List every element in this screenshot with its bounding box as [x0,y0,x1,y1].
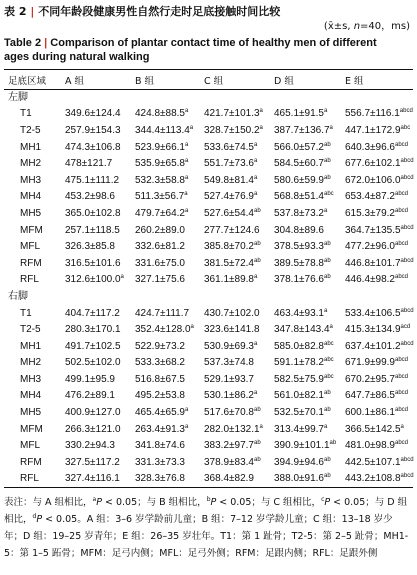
table-cell: $446.8\pm 101.7^{abcd}$ [345,257,414,269]
table-row [4,455,413,472]
table-cell: $647.7\pm 86.5^{abcd}$ [345,390,408,402]
table-cell: 280.3±170.1 [65,324,121,336]
table-footnote: 表注：与 A 组相比，$^a$P < 0.05；与 B 组相比，$^b$P < 0.05；与 C 组相比，$^c$P < 0.05；与 D 组相比，$^d$P < 0.05。A 组：3–6 岁学龄前儿童；B 组：7–12 岁学龄儿童；C 组：13–18 岁少年；D 组：19–25 岁青年；E 组：26–35 岁壮年。T1：第 1 趾骨；T2-5：第 2–5 趾骨；MH1-5：第 1–5 跖骨；MFM：足弓内侧；MFL：足弓外侧；RFM：足跟内侧；RFL：足跟外侧 [4,496,409,560]
table-cell: 378.9±83.4$^{ab}$ [204,456,261,468]
region-label: MFM [20,224,43,236]
table-cell: 361.1±89.8$^a$ [204,274,258,286]
table-cell: 327.5±117.2 [65,456,120,468]
table-cell: $446.4\pm 98.2^{abcd}$ [345,274,408,286]
table-cell: $481.0\pm 98.9^{abcd}$ [345,440,408,452]
table-cell: 330.2±94.3 [65,440,115,452]
table-cell: 257.9±154.3 [65,124,121,136]
table-cell: 527.6±54.4$^{ab}$ [204,207,261,219]
table-row [4,172,413,189]
table-row [4,388,413,405]
table-cell: 421.7±101.3$^a$ [204,108,263,120]
table-cell: 260.2±89.0 [135,224,185,236]
table-row [4,255,413,272]
table-cell: $477.2\pm 96.0^{abcd}$ [345,241,408,253]
table-cell: 387.7±136.7$^a$ [274,124,333,136]
table-cell: 365.0±102.8 [65,207,121,219]
table-cell: 549.8±81.4$^a$ [204,174,258,186]
region-label: RFM [20,456,42,468]
table-body [4,90,413,488]
region-label: MFL [20,241,40,253]
table-cell: 523.9±66.1$^a$ [135,141,189,153]
footnote-p4: < 0.05；与 D 组相比， [4,497,408,526]
table-title-cn [4,4,412,20]
table-cell: 475.1±111.2 [65,174,120,186]
region-label: RFM [20,257,42,269]
table-row [4,355,413,372]
table-cell: 479.7±64.2$^a$ [135,207,189,219]
table-cell: $653.4\pm 87.2^{abcd}$ [345,191,408,203]
column-header-5: E 组 [345,75,364,87]
table-cell: 522.9±73.2 [135,340,185,352]
table-cell: 516.8±67.5 [135,373,185,385]
table-cell: 453.2±98.6 [65,191,115,203]
table-cell: 390.9±101.1$^{ab}$ [274,440,337,452]
table-cell: $364.7\pm 135.5^{abcd}$ [345,224,414,236]
table-row [4,106,413,123]
region-label: MFL [20,440,40,452]
table-cell: 495.2±53.8 [135,390,185,402]
table-cell: $615.3\pm 79.2^{abcd}$ [345,207,408,219]
table-cell: $677.6\pm 102.1^{abcd}$ [345,158,414,170]
footnote-p3: < 0.05；与 C 组相比， [216,497,322,509]
table-title-en [4,36,412,50]
table-cell: 326.3±85.8 [65,241,115,253]
table-cell: 478±121.7 [65,158,113,170]
column-header-4: D 组 [274,75,294,87]
column-header-3: C 组 [204,75,224,87]
region-label: MH1 [20,141,42,153]
region-label: MFM [20,423,43,435]
table-cell: 331.3±73.3 [135,456,185,468]
table-row [4,421,413,438]
table-cell: 383.2±97.7$^{ab}$ [204,440,261,452]
table-cell: 400.9±127.0 [65,407,121,419]
table-cell: 584.5±60.7$^{ab}$ [274,158,331,170]
unit-note: (x̄±s, n=40，ms) [323,21,410,32]
title-separator: | [30,5,35,18]
region-label: T2-5 [20,324,41,336]
table-cell: $443.2\pm 108.8^{abcd}$ [345,473,414,485]
table-cell: 566.0±57.2$^{ab}$ [274,141,331,153]
table-cell: 378.1±76.6$^{ab}$ [274,274,331,286]
table-cell: 313.4±99.7$^a$ [274,423,328,435]
table-cell: 415.3±134.9$^{acd}$ [345,324,411,336]
table-row [4,322,413,339]
table-cell: 529.1±93.7 [204,373,254,385]
table-cell: 312.6±100.0$^a$ [65,274,124,286]
table-cell: $671.9\pm 99.9^{abcd}$ [345,357,408,369]
table-caption-cn: 不同年龄段健康男性自然行走时足底接触时间比较 [38,5,281,18]
table-cell: 266.3±121.0 [65,423,121,435]
table-row [4,156,413,173]
table-cell: 463.4±93.1$^a$ [274,307,328,319]
table-cell: 568.8±51.4$^{abc}$ [274,191,334,203]
region-label: RFL [20,274,39,286]
column-header-0: 足底区域 [8,75,47,87]
table-cell: 585.0±82.8$^{abc}$ [274,340,334,352]
table-cell: 533.6±74.5$^a$ [204,141,258,153]
table-cell: 591.1±78.2$^{abc}$ [274,357,334,369]
table-cell: 404.7±117.2 [65,307,120,319]
table-cell: 447.1±172.9$^{abc}$ [345,124,411,136]
table-row [4,139,413,156]
table-cell: 304.8±89.6 [274,224,324,236]
table-row [4,272,413,289]
table-cell: 323.6±141.8 [204,324,260,336]
table-cell: $670.2\pm 95.7^{abcd}$ [345,373,408,385]
table-cell: 532.3±58.8$^a$ [135,174,189,186]
region-label: MH5 [20,407,42,419]
region-label: MH5 [20,207,42,219]
table-cell: $556.7\pm 116.1^{abcd}$ [345,108,413,120]
group-label: 右脚 [8,290,28,302]
table-cell: 381.5±72.4$^{ab}$ [204,257,261,269]
table-cell: 530.1±86.2$^a$ [204,390,258,402]
group-row [4,289,413,306]
region-label: MH4 [20,390,42,402]
table-cell: 527.4±76.9$^a$ [204,191,258,203]
table-cell: 388.0±91.6$^{ab}$ [274,473,331,485]
group-row [4,90,413,107]
region-label: MH3 [20,373,42,385]
table-cell: 277.7±124.6 [204,224,260,236]
table-cell: $640.3\pm 96.6^{abcd}$ [345,141,408,153]
table-cell: 394.9±94.6$^{ab}$ [274,456,331,468]
footnote-p5: < 0.05。A 组：3–6 岁学龄前儿童；B 组：7–12 岁学龄儿童；C 组：13–18 岁少年；D 组：19–25 岁青年；E 组：26–35 岁壮年。T1：第 1 趾骨；T2-5：第 2–5 趾骨；MH1-5：第 1–5 跖骨；MFM：足弓内侧；MFL：足弓外侧；RFM：足跟内侧；RFL：足跟外侧 [4,514,409,560]
region-label: MH1 [20,340,42,352]
table-row [4,372,413,389]
region-label: T1 [20,307,32,319]
table-cell: 332.6±81.2 [135,241,185,253]
table-cell: $637.4\pm 101.2^{abcd}$ [345,340,414,352]
region-label: MH4 [20,191,42,203]
table-cell: 465.1±91.5$^a$ [274,108,328,120]
table-cell: 533.3±68.2 [135,357,185,369]
table-cell: 491.7±102.5 [65,340,121,352]
table-cell: 537.8±73.2$^a$ [274,207,328,219]
table-row [4,222,413,239]
table-cell: $600.1\pm 86.1^{abcd}$ [345,407,408,419]
group-label: 左脚 [8,92,28,104]
table-cell: 385.8±70.2$^{ab}$ [204,241,261,253]
contact-time-table [4,69,413,488]
table-row [4,239,413,256]
table-cell: 424.7±111.7 [135,307,190,319]
table-caption-en-line2: ages during natural walking [4,51,150,63]
table-cell: 499.1±95.9 [65,373,115,385]
table-cell: 341.8±74.6 [135,440,185,452]
region-label: MH2 [20,158,42,170]
column-header-2: B 组 [135,75,155,87]
table-cell: $442.5\pm 107.1^{abcd}$ [345,456,414,468]
table-number-en: Table 2 [4,37,42,49]
region-label: T1 [20,108,32,120]
table-cell: 349.6±124.4 [65,108,121,120]
table-header-row [4,70,413,90]
table-cell: 347.8±143.4$^a$ [274,324,333,336]
table-cell: 257.1±118.5 [65,224,120,236]
table-cell: 331.6±75.0 [135,257,185,269]
region-label: MH2 [20,357,42,369]
table-cell: 378.5±93.3$^{ab}$ [274,241,331,253]
table-cell: 537.3±74.8 [204,357,254,369]
table-row [4,123,413,140]
table-cell: 263.4±91.3$^a$ [135,423,189,435]
table-row [4,338,413,355]
table-cell: 389.5±78.8$^{ab}$ [274,257,331,269]
table-cell: 517.6±70.8$^{ab}$ [204,407,261,419]
table-cell: 328.3±76.8 [135,473,185,485]
region-label: MH3 [20,174,42,186]
table-cell: 430.7±102.0 [204,307,260,319]
table-cell: 530.9±69.3$^a$ [204,340,258,352]
table-cell: 282.0±132.1$^a$ [204,423,263,435]
table-cell: 366.5±142.5$^a$ [345,423,404,435]
table-cell: 352.4±128.0$^a$ [135,324,194,336]
column-header-1: A 组 [65,75,85,87]
table-cell: 328.7±150.2$^a$ [204,124,263,136]
table-cell: 327.4±116.1 [65,473,120,485]
table-cell: 327.1±75.6 [135,274,185,286]
table-cell: 580.6±59.9$^{ab}$ [274,174,331,186]
region-label: T2-5 [20,124,41,136]
table-cell: 316.5±101.6 [65,257,121,269]
table-cell: 535.9±65.8$^a$ [135,158,189,170]
footnote-p2: < 0.05；与 B 组相比， [101,497,207,509]
title-separator-en: | [44,37,48,49]
table-caption-en-line1: Comparison of plantar contact time of healthy men of different [50,37,377,49]
table-cell: 474.3±106.8 [65,141,121,153]
table-cell: 561.0±82.1$^{ab}$ [274,390,331,402]
table-cell: 551.7±73.6$^a$ [204,158,258,170]
region-label: RFL [20,473,39,485]
table-cell: 344.4±113.4$^a$ [135,124,194,136]
table-cell: 424.8±88.5$^a$ [135,108,189,120]
table-cell: 465.4±65.9$^a$ [135,407,189,419]
table-cell: 476.2±89.1 [65,390,115,402]
table-cell: $672.0\pm 106.0^{abcd}$ [345,174,414,186]
table-number-cn: 表 2 [4,5,27,18]
table-cell: 511.3±56.7$^a$ [135,191,188,203]
table-cell: 532.5±70.1$^{ab}$ [274,407,331,419]
table-cell: 582.5±75.9$^{abc}$ [274,373,334,385]
table-cell: 368.4±82.9 [204,473,254,485]
table-cell: $533.4\pm 106.5^{abcd}$ [345,307,414,319]
table-row [4,438,413,455]
table-row [4,405,413,422]
table-row [4,305,413,322]
table-cell: 502.5±102.0 [65,357,121,369]
table-row [4,206,413,223]
table-row [4,189,413,206]
table-row [4,471,413,488]
